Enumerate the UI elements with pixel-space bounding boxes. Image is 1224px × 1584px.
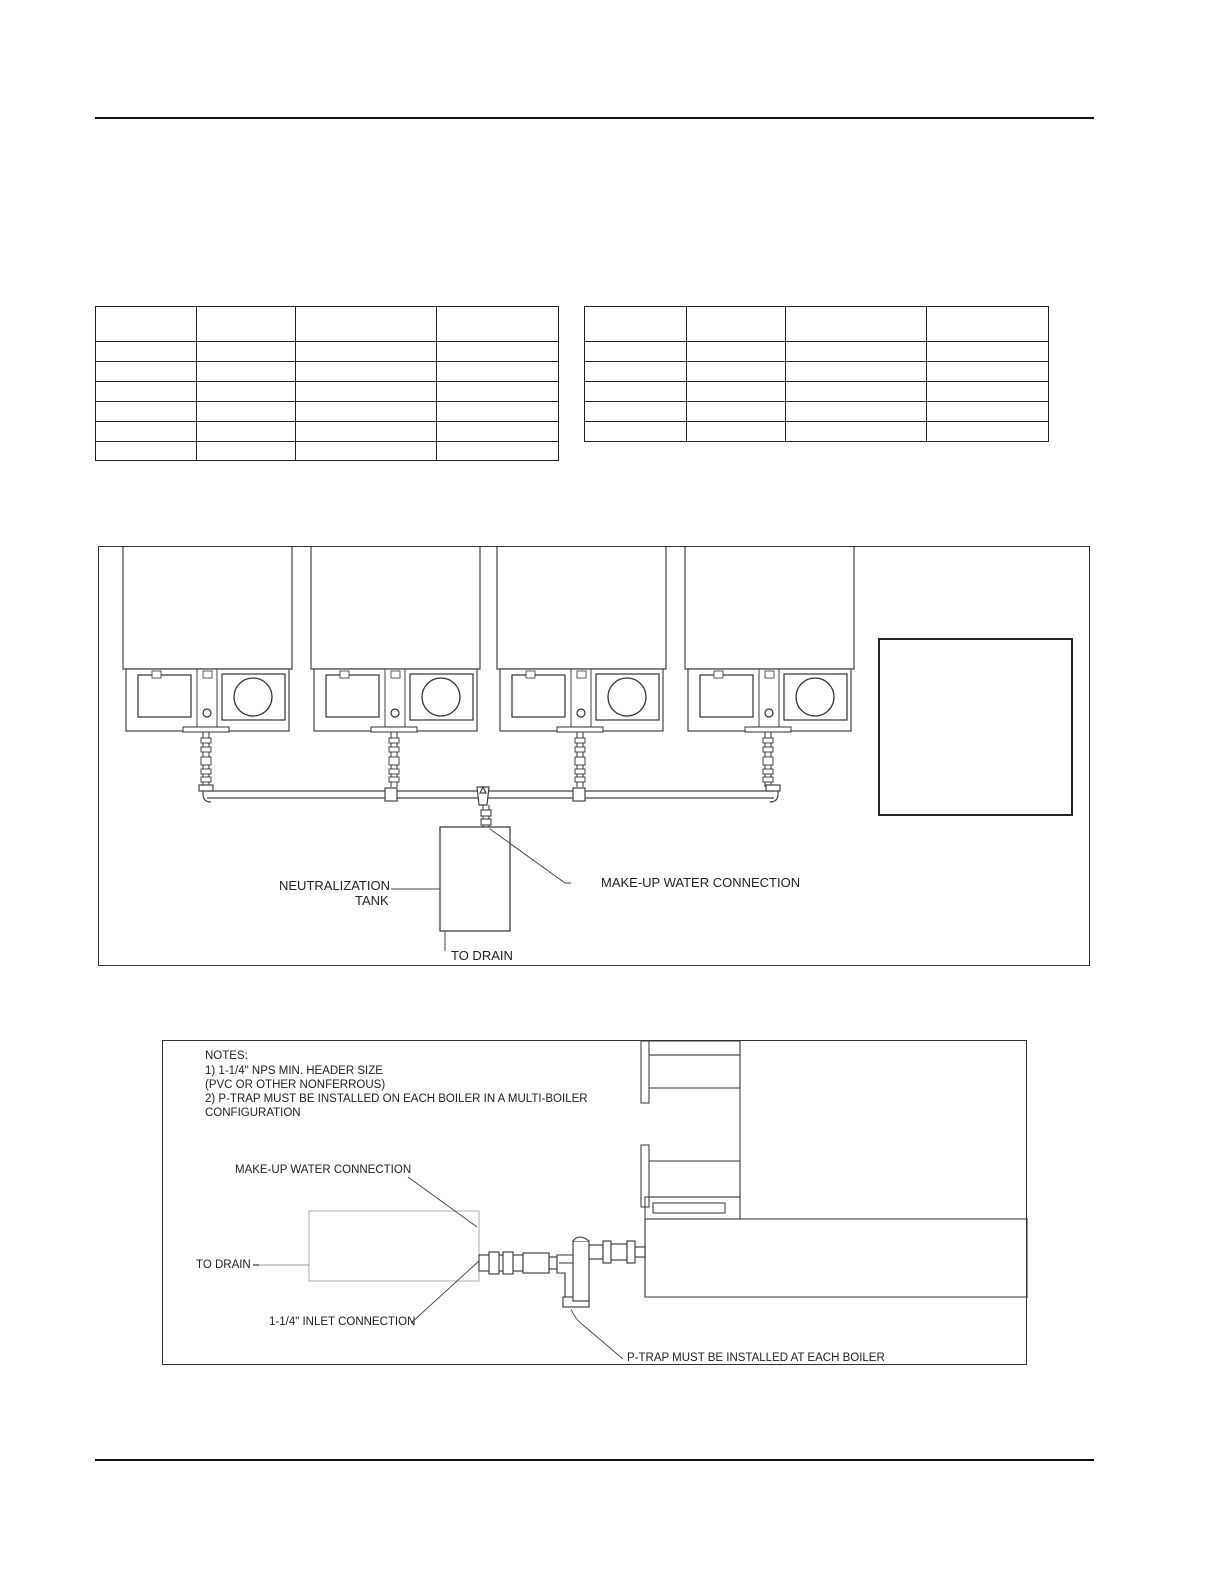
ptrap-leader — [571, 1309, 623, 1359]
boiler-cabinet — [641, 1041, 1028, 1297]
multi-boiler-diagram — [99, 547, 1091, 967]
spec-table-left — [95, 306, 559, 461]
legend-box — [879, 639, 1072, 815]
footer-rule — [95, 1459, 1094, 1461]
tank-drop-pipe — [481, 805, 491, 827]
note-line-2: (PVC OR OTHER NONFERROUS) — [205, 1079, 386, 1091]
neutralization-tank-label: NEUTRALIZATION — [279, 878, 390, 893]
to-drain-label: TO DRAIN — [451, 948, 513, 963]
condensate-header — [199, 785, 780, 805]
figure-multi-boiler — [98, 546, 1090, 966]
header-rule — [95, 117, 1094, 119]
inlet-connection-label: 1-1/4" INLET CONNECTION — [269, 1316, 416, 1328]
boiler-3 — [497, 547, 666, 787]
note-line-3: 2) P-TRAP MUST BE INSTALLED ON EACH BOILER IN A MULTI-BOILER — [205, 1093, 588, 1105]
boiler-1 — [123, 547, 292, 787]
neutralizer-box — [309, 1211, 479, 1281]
ptrap-piping — [479, 1237, 645, 1307]
makeup-water-label: MAKE-UP WATER CONNECTION — [235, 1164, 412, 1176]
figure-ptrap-detail — [162, 1040, 1027, 1365]
boiler-4 — [685, 547, 854, 787]
note-line-4: CONFIGURATION — [205, 1107, 301, 1119]
note-line-1: 1) 1-1/4" NPS MIN. HEADER SIZE — [205, 1065, 383, 1077]
boiler-2 — [311, 547, 480, 787]
to-drain-label: TO DRAIN — [196, 1259, 251, 1271]
neutralization-tank — [440, 827, 510, 931]
ptrap-label: P-TRAP MUST BE INSTALLED AT EACH BOILER — [627, 1352, 885, 1364]
spec-table-right — [584, 306, 1049, 442]
notes-heading: NOTES: — [205, 1050, 248, 1062]
makeup-water-label: MAKE-UP WATER CONNECTION — [601, 875, 801, 890]
neutralization-tank-label-2: TANK — [355, 893, 389, 908]
